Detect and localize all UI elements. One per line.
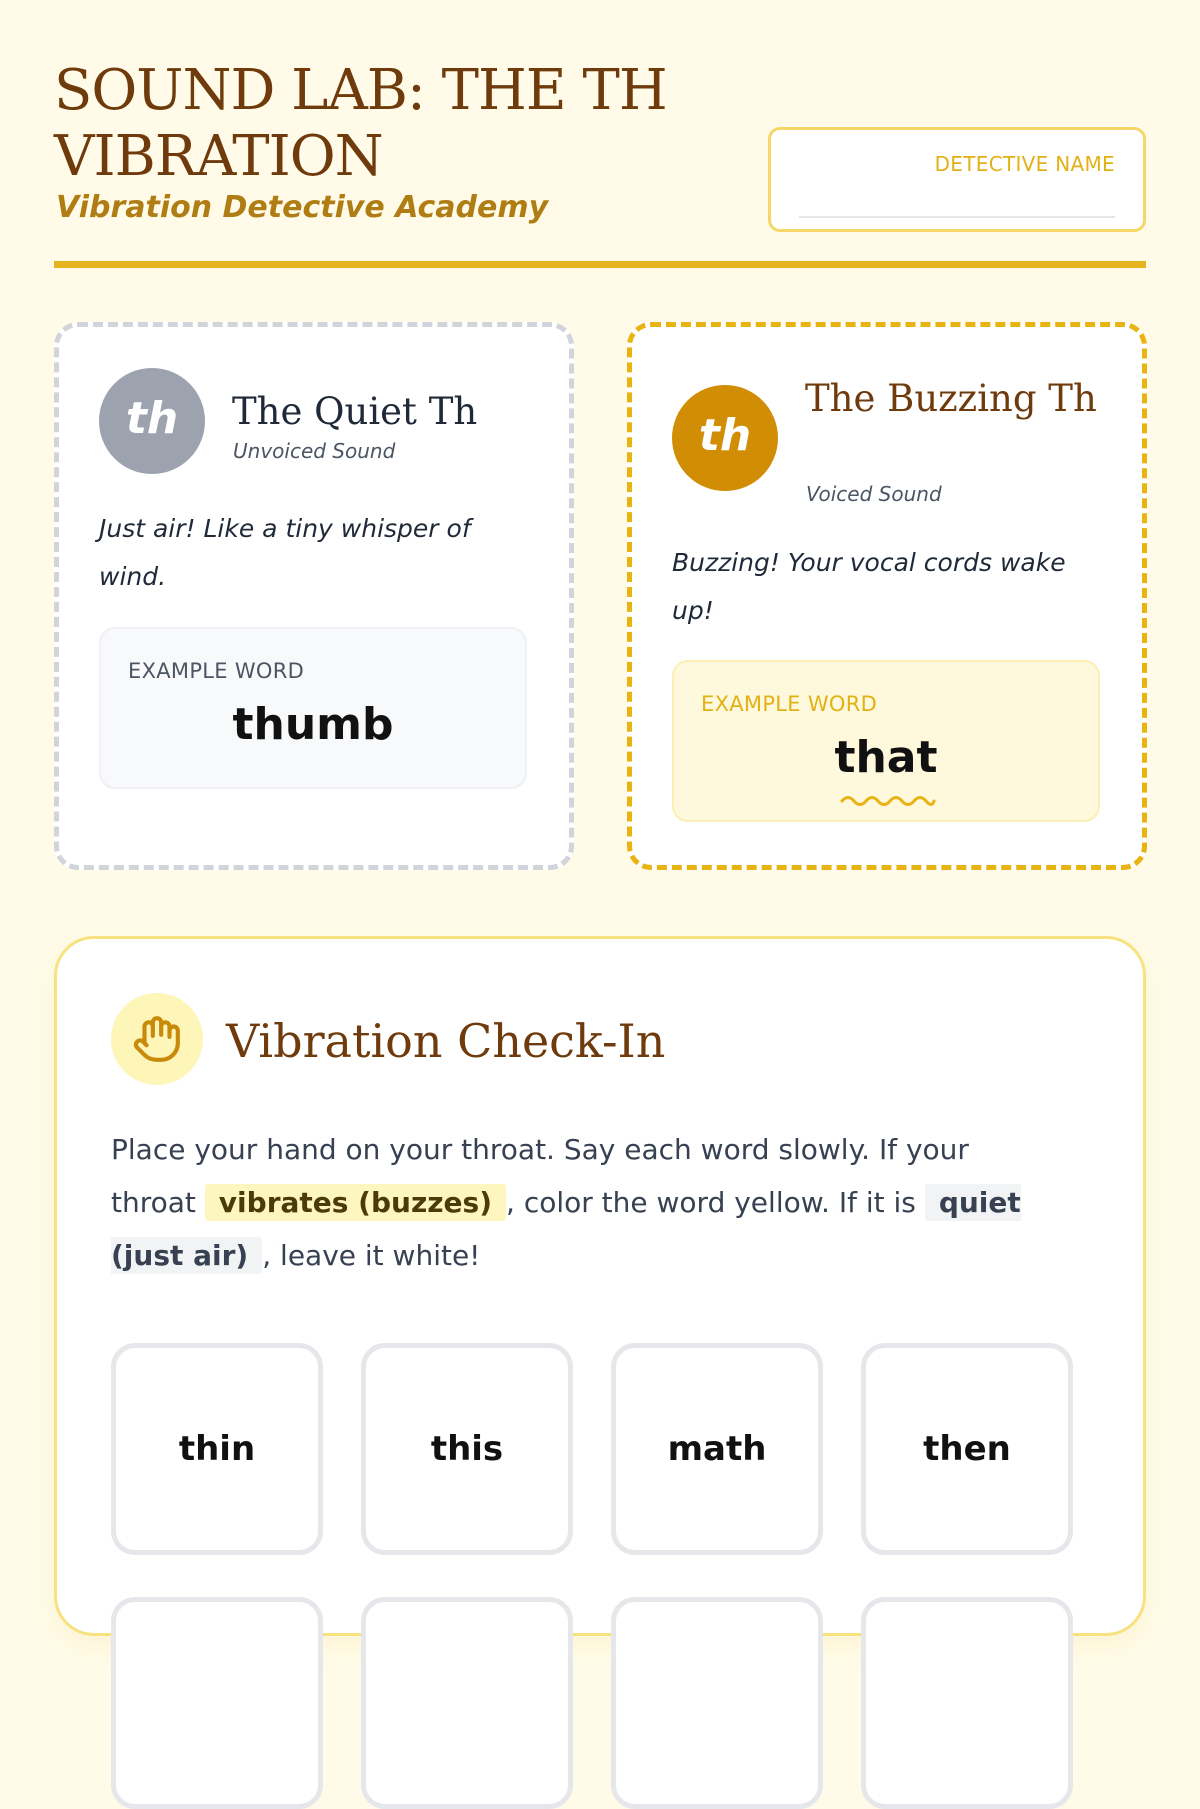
quiet-th-subtitle: Unvoiced Sound	[233, 439, 396, 463]
check-in-title: Vibration Check-In	[226, 1014, 666, 1068]
quiet-th-title: The Quiet Th	[232, 390, 478, 433]
quiet-example-label: EXAMPLE WORD	[128, 659, 305, 683]
hand-icon	[132, 1013, 182, 1065]
buzzing-th-subtitle: Voiced Sound	[806, 482, 942, 506]
vibration-squiggle-icon	[840, 794, 936, 808]
hand-icon-circle	[111, 993, 203, 1085]
voiced-hint-highlight: vibrates (buzzes)	[205, 1184, 506, 1221]
detective-name-field[interactable]	[799, 216, 1115, 218]
page-subtitle: Vibration Detective Academy	[56, 190, 549, 225]
buzzing-th-example	[672, 660, 1100, 822]
worksheet-header	[54, 0, 1146, 268]
quiet-example-word: thumb	[232, 699, 394, 750]
buzzing-th-description: Buzzing! Your vocal cords wake up!	[672, 548, 1066, 625]
word-tile[interactable]: then	[861, 1343, 1073, 1555]
word-tile-next-row[interactable]	[361, 1597, 573, 1809]
word-tile-next-row[interactable]	[111, 1597, 323, 1809]
buzzing-th-card	[627, 322, 1147, 870]
word-tile[interactable]: this	[361, 1343, 573, 1555]
vibration-check-in-section	[54, 936, 1146, 1636]
quiet-th-card	[54, 322, 574, 870]
buzzing-example-label: EXAMPLE WORD	[701, 692, 878, 716]
instructions-text-2: , color the word yellow. If it is	[506, 1186, 916, 1219]
word-tile[interactable]: math	[611, 1343, 823, 1555]
quiet-th-description: Just air! Like a tiny whisper of wind.	[99, 514, 471, 591]
unvoiced-hint-highlight: quiet (just air)	[111, 1186, 1021, 1272]
instructions-text-3: , leave it white!	[262, 1239, 481, 1272]
word-tile-next-row[interactable]	[861, 1597, 1073, 1809]
instructions-text-1: Place your hand on your throat. Say each word slowly. If your throat	[111, 1133, 969, 1219]
worksheet-page	[54, 0, 1146, 1469]
page-title: SOUND LAB: THE TH VIBRATION	[54, 58, 667, 189]
buzzing-th-title: The Buzzing Th	[805, 377, 1097, 420]
detective-name-box	[768, 127, 1146, 232]
quiet-th-example	[99, 627, 527, 789]
check-in-instructions	[111, 1123, 1041, 1282]
word-tile-next-row[interactable]	[611, 1597, 823, 1809]
buzzing-example-word: that	[834, 732, 938, 783]
word-tile[interactable]: thin	[111, 1343, 323, 1555]
detective-name-label: DETECTIVE NAME	[934, 152, 1115, 176]
buzzing-th-badge: th	[672, 385, 778, 491]
quiet-th-badge: th	[99, 368, 205, 474]
